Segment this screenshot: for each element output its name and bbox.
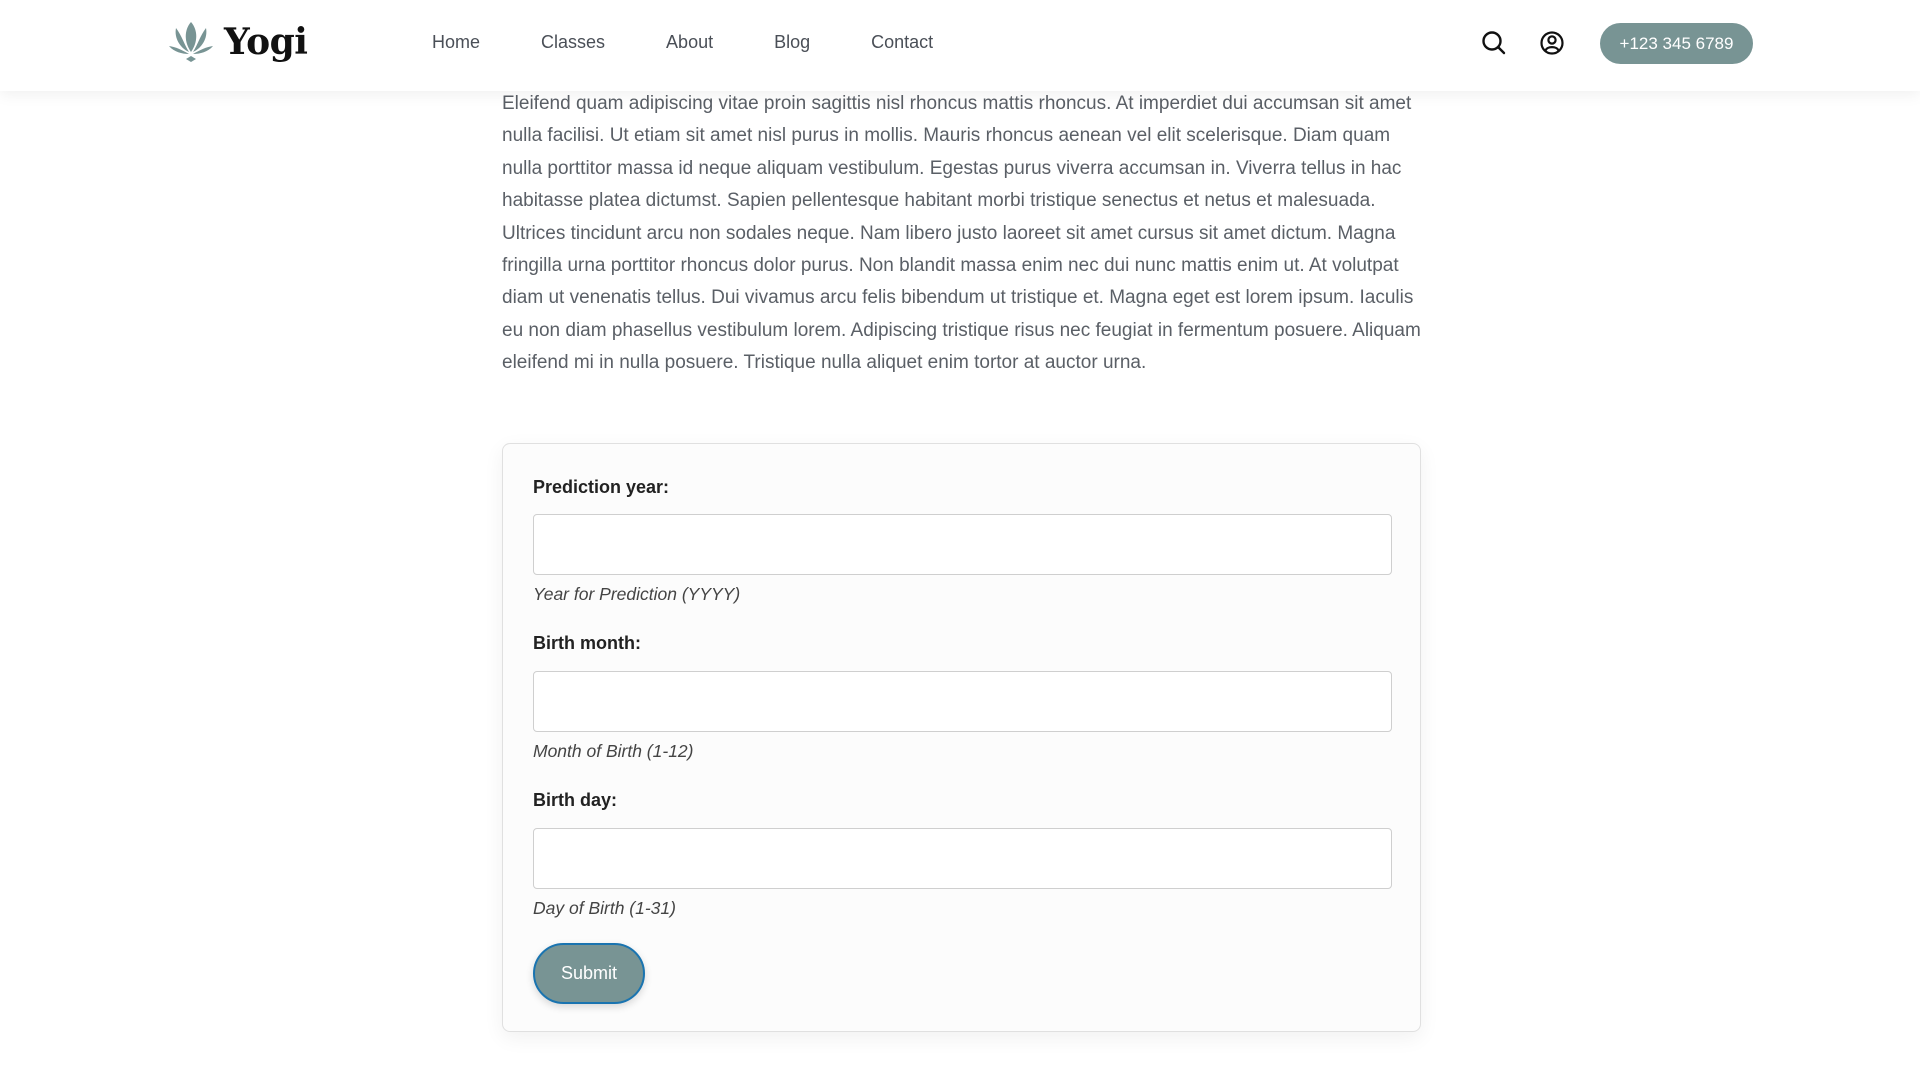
main-content [502,88,1422,380]
logo-text: Yogi [224,21,308,63]
logo[interactable] [168,20,307,64]
birth-month-input[interactable] [533,671,1392,732]
phone-button[interactable]: +123 345 6789 [1600,23,1753,64]
user-account-icon[interactable] [1539,30,1565,56]
birth-month-help: Month of Birth (1-12) [533,741,694,761]
main-nav [432,32,994,53]
body-paragraph: Eleifend quam adipiscing vitae proin sagittis nisl rhoncus mattis rhoncus. At imperdiet dui accumsan sit amet nulla facilisi. Ut etiam sit amet nisl purus in mollis. Mauris rhoncus aenean vel elit scelerisque. Diam quam nulla porttitor massa id neque aliquam vestibulum. Egestas purus viverra accumsan in. Viverra tellus in hac habitasse platea dictumst. Sapien pellentesque habitant morbi tristique senectus et netus et malesuada. Ultrices tincidunt arcu non sodales neque. Nam libero justo laoreet sit amet cursus sit amet dictum. Magna fringilla urna porttitor rhoncus dolor purus. Non blandit massa enim nec dui nunc mattis enim ut. At volutpat diam ut venenatis tellus. Dui vivamus arcu felis bibendum ut tristique et. Magna eget est lorem ipsum. Iaculis eu non diam phasellus vestibulum lorem. Adipiscing tristique risus nec feugiat in fermentum posuere. Aliquam eleifend mi in nulla posuere. Tristique nulla aliquet enim tortor at auctor urna. [502,93,1421,374]
birth-day-input[interactable] [533,828,1392,889]
prediction-form [502,443,1421,1032]
nav-home[interactable]: Home [432,32,481,52]
birth-month-label: Birth month: [533,633,641,653]
prediction-year-help: Year for Prediction (YYYY) [533,584,741,604]
prediction-year-label: Prediction year: [533,477,670,497]
submit-button[interactable]: Submit [533,943,645,1004]
lotus-icon [168,20,214,64]
site-header [0,0,1920,91]
nav-classes[interactable]: Classes [541,32,606,52]
nav-contact[interactable]: Contact [871,32,934,52]
prediction-year-input[interactable] [533,514,1392,575]
nav-blog[interactable]: Blog [774,32,811,52]
birth-day-help: Day of Birth (1-31) [533,898,676,918]
birth-day-label: Birth day: [533,790,618,810]
search-icon[interactable] [1481,30,1507,56]
nav-about[interactable]: About [666,32,714,52]
